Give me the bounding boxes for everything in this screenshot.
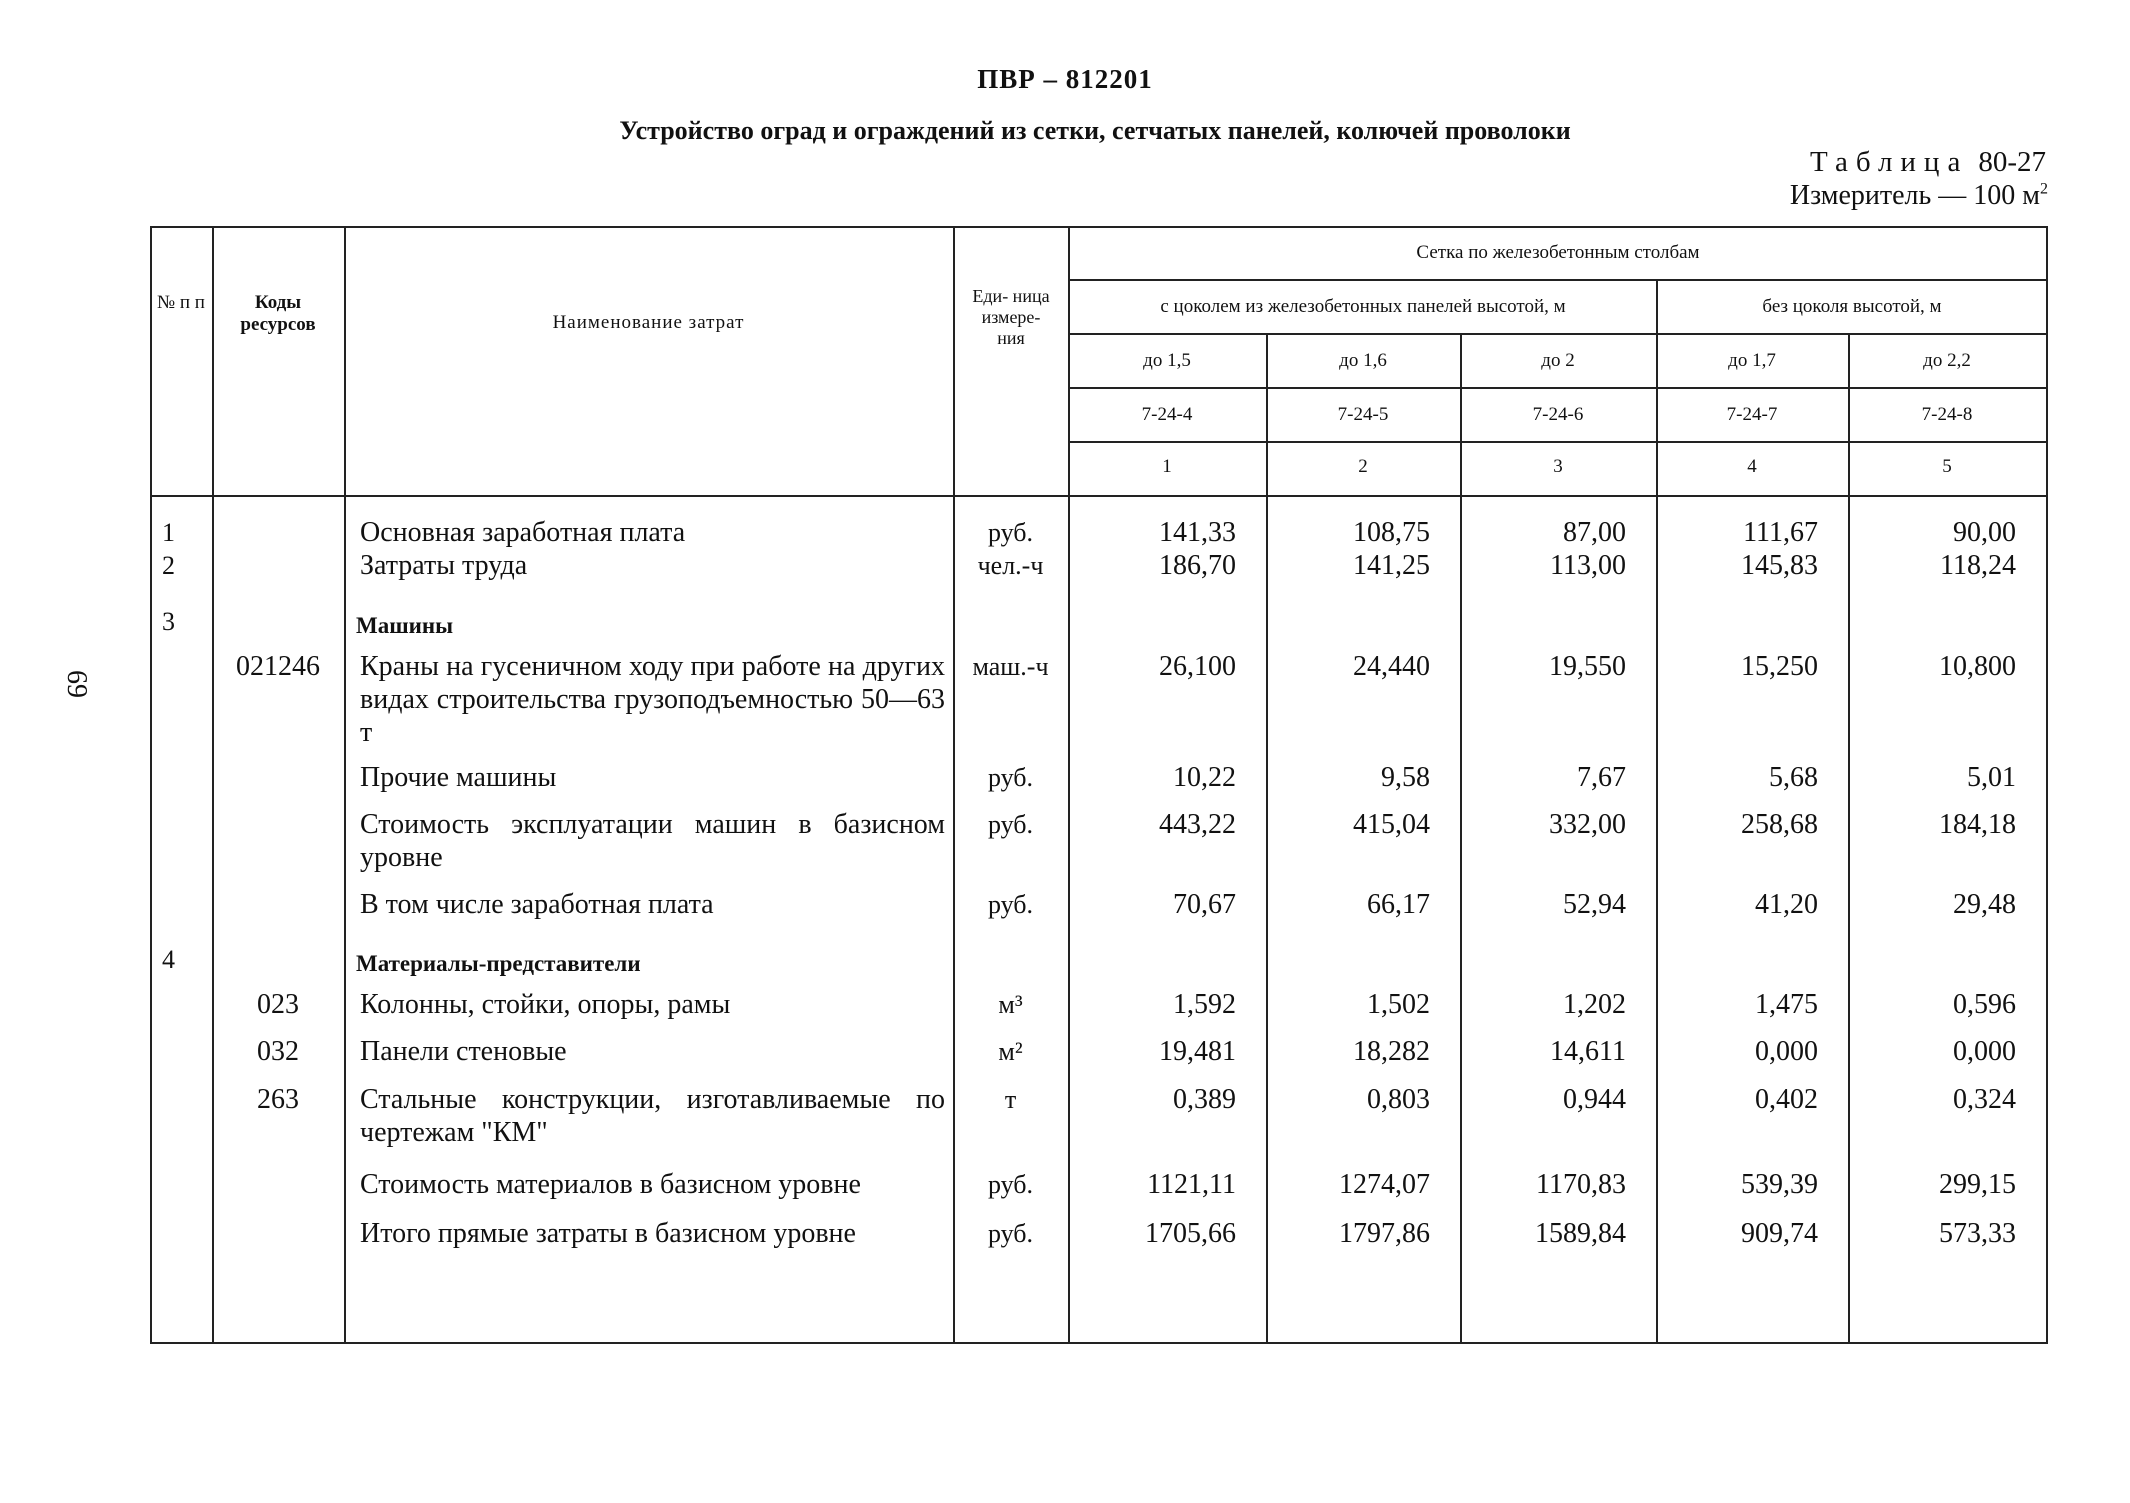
value-cell: 909,74 [1741,1218,1818,1249]
value-cell: 1705,66 [1145,1218,1236,1249]
value-cell: 0,000 [1953,1036,2016,1067]
value-cell: 52,94 [1563,889,1626,920]
value-cell: 15,250 [1741,651,1818,682]
page-number: 69 [61,670,92,698]
unit: руб. [987,1170,1034,1199]
resource-code: 032 [257,1036,299,1067]
value-cell: 10,800 [1939,651,2016,682]
col-line-2 [344,226,346,1344]
value-cell: 443,22 [1159,809,1236,840]
height-label: до 2 [1541,350,1575,371]
column-code: 7-24-4 [1141,404,1193,425]
heights-line [1068,387,2048,389]
value-cell: 0,000 [1755,1036,1818,1067]
unit: м³ [998,990,1023,1019]
value-cell: 141,25 [1353,550,1430,581]
document-title: Устройство оград и ограждений из сетки, сетчатых панелей, колючей проволоки [619,116,1571,145]
value-cell: 1589,84 [1535,1218,1626,1249]
cost-name: Затраты труда [360,550,528,581]
column-code: 7-24-6 [1532,404,1584,425]
cost-name: Колонны, стойки, опоры, рамы [360,989,731,1020]
value-cell: 539,39 [1741,1169,1818,1200]
value-cell: 19,481 [1159,1036,1236,1067]
unit: руб. [987,890,1034,919]
value-cell: 29,48 [1953,889,2016,920]
value-cell: 415,04 [1353,809,1430,840]
sub-line [1068,333,2048,335]
header-sub-without: без цоколя высотой, м [1762,296,1942,317]
cost-name: Стоимость эксплуатации машин в базисном уровне [360,809,945,873]
group-line [1068,279,2048,281]
height-label: до 1,7 [1728,350,1776,371]
cost-name: Основная заработная плата [360,517,686,548]
section-title: Машины [356,613,454,638]
table-top-line [150,226,2048,228]
column-code: 7-24-8 [1921,404,1973,425]
value-cell: 19,550 [1549,651,1626,682]
col-line-1 [212,226,214,1344]
unit: т [1004,1085,1017,1114]
resource-code: 023 [257,989,299,1020]
unit: руб. [987,518,1034,547]
cost-name: В том числе заработная плата [360,889,714,920]
column-code: 7-24-5 [1337,404,1389,425]
cost-name: Стоимость материалов в базисном уровне [360,1169,861,1200]
codes-line [1068,441,2048,443]
table-number-value: 80-27 [1978,146,2046,178]
value-cell: 0,596 [1953,989,2016,1020]
value-cell: 1,592 [1173,989,1236,1020]
row-number: 1 [162,518,175,547]
value-cell: 70,67 [1173,889,1236,920]
cost-name: Стальные конструкции, изготавливаемые по чертежам "КМ" [360,1084,945,1148]
value-cell: 118,24 [1940,550,2016,581]
resource-code: 021246 [236,651,320,682]
cost-name: Итого прямые затраты в базисном уровне [360,1218,856,1249]
header-codes: Коды ресурсов [240,292,316,335]
column-index: 3 [1553,456,1563,477]
cost-name: Прочие машины [360,762,557,793]
cost-name: Панели стеновые [360,1036,567,1067]
value-cell: 10,22 [1173,762,1236,793]
section-title: Материалы-представители [356,951,641,976]
value-cell: 5,01 [1967,762,2016,793]
value-cell: 573,33 [1939,1218,2016,1249]
table-number [1810,146,2046,179]
value-cell: 9,58 [1381,762,1430,793]
value-cell: 14,611 [1550,1036,1626,1067]
column-code: 7-24-7 [1726,404,1778,425]
height-label: до 1,6 [1339,350,1387,371]
value-cell: 18,282 [1353,1036,1430,1067]
row-number: 3 [162,607,175,636]
value-cell: 66,17 [1367,889,1430,920]
header-unit: Еди- ница измере- ния [972,286,1050,348]
value-cell: 111,67 [1743,517,1818,548]
value-cell: 26,100 [1159,651,1236,682]
unit: маш.-ч [972,652,1049,681]
value-cell: 1797,86 [1339,1218,1430,1249]
column-index: 2 [1358,456,1368,477]
height-label: до 1,5 [1143,350,1191,371]
value-cell: 145,83 [1741,550,1818,581]
row-number: 4 [162,945,175,974]
value-cell: 332,00 [1549,809,1626,840]
value-cell: 186,70 [1159,550,1236,581]
unit: руб. [987,763,1034,792]
value-cell: 184,18 [1939,809,2016,840]
value-cell: 0,402 [1755,1084,1818,1115]
header-num: № п п [157,292,205,313]
unit: руб. [987,810,1034,839]
col-line-0 [150,226,152,1344]
value-cell: 90,00 [1953,517,2016,548]
cost-name: Краны на гусеничном ходу при работе на других видах строительства грузоподъемностью 50—63 т [360,651,945,748]
value-cell: 0,944 [1563,1084,1626,1115]
value-cell: 24,440 [1353,651,1430,682]
unit: чел.-ч [977,551,1044,580]
column-index: 1 [1162,456,1172,477]
height-label: до 2,2 [1923,350,1971,371]
table-label: Таблица [1810,146,1969,178]
value-cell: 1170,83 [1536,1169,1626,1200]
header-bottom-line [150,495,2048,497]
table-bottom-line [150,1342,2048,1344]
col-line-3 [953,226,955,1344]
header-name: Наименование затрат [552,312,745,333]
value-cell: 5,68 [1769,762,1818,793]
value-cell: 0,803 [1367,1084,1430,1115]
value-cell: 108,75 [1353,517,1430,548]
value-cell: 258,68 [1741,809,1818,840]
row-number: 2 [162,551,175,580]
resource-code: 263 [257,1084,299,1115]
value-cell: 0,324 [1953,1084,2016,1115]
header-sub-with: с цоколем из железобетонных панелей высотой, м [1160,296,1566,317]
value-cell: 0,389 [1173,1084,1236,1115]
col-line-9 [2046,226,2048,1344]
value-cell: 299,15 [1939,1169,2016,1200]
value-cell: 1,202 [1563,989,1626,1020]
value-cell: 87,00 [1563,517,1626,548]
document-code: ПВР – 812201 [977,64,1153,94]
column-index: 4 [1747,456,1757,477]
header-group: Сетка по железобетонным столбам [1416,242,1700,263]
column-index: 5 [1942,456,1952,477]
value-cell: 1274,07 [1339,1169,1430,1200]
value-cell: 1121,11 [1147,1169,1236,1200]
value-cell: 1,475 [1755,989,1818,1020]
value-cell: 113,00 [1550,550,1626,581]
meter-label: Измеритель — 100 м [1789,180,2040,211]
unit: м² [998,1037,1023,1066]
value-cell: 7,67 [1577,762,1626,793]
meter-sup: 2 [2040,180,2048,198]
value-cell: 1,502 [1367,989,1430,1020]
value-cell: 41,20 [1755,889,1818,920]
meter [1790,180,2048,212]
unit: руб. [987,1219,1034,1248]
value-cell: 141,33 [1159,517,1236,548]
